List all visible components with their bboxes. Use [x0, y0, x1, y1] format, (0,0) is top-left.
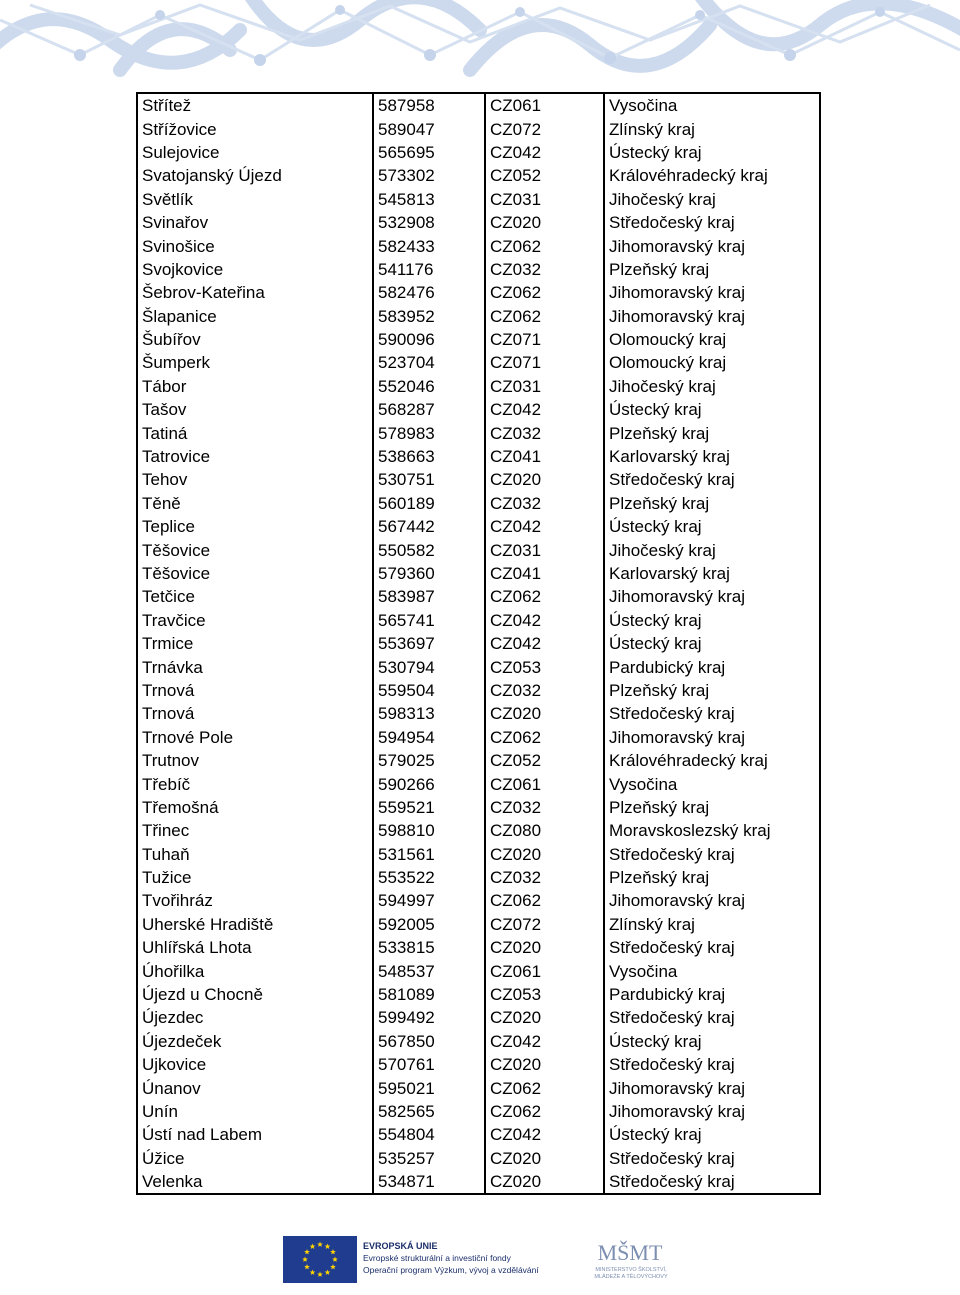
region-code-cell: CZ041 [485, 562, 604, 585]
municipality-code-cell: 560189 [373, 492, 485, 515]
municipality-code-cell: 548537 [373, 959, 485, 982]
municipality-name-cell: Třemošná [137, 796, 373, 819]
region-code-cell: CZ032 [485, 866, 604, 889]
municipality-code-cell: 598810 [373, 819, 485, 842]
municipality-code-cell: 567442 [373, 515, 485, 538]
region-name-cell: Jihomoravský kraj [604, 234, 820, 257]
region-code-cell: CZ062 [485, 585, 604, 608]
table-row [137, 538, 820, 561]
region-code-cell: CZ062 [485, 234, 604, 257]
region-name-cell: Středočeský kraj [604, 1170, 820, 1194]
region-code-cell: CZ032 [485, 679, 604, 702]
region-code-cell: CZ032 [485, 796, 604, 819]
region-name-cell: Středočeský kraj [604, 936, 820, 959]
decorative-header-banner [0, 0, 960, 76]
municipality-name-cell: Travčice [137, 609, 373, 632]
table-row [137, 492, 820, 515]
table-row [137, 1123, 820, 1146]
municipality-code-cell: 568287 [373, 398, 485, 421]
eu-title: EVROPSKÁ UNIE [363, 1241, 438, 1251]
eu-funding-text [363, 1240, 583, 1276]
municipality-name-cell: Šumperk [137, 351, 373, 374]
region-name-cell: Jihočeský kraj [604, 375, 820, 398]
region-code-cell: CZ020 [485, 1170, 604, 1194]
region-name-cell: Ústecký kraj [604, 1030, 820, 1053]
municipality-code-cell: 541176 [373, 258, 485, 281]
municipality-code-cell: 538663 [373, 445, 485, 468]
region-name-cell: Středočeský kraj [604, 843, 820, 866]
table-row [137, 726, 820, 749]
table-row [137, 585, 820, 608]
municipality-name-cell: Velenka [137, 1170, 373, 1194]
municipality-name-cell: Únanov [137, 1076, 373, 1099]
municipality-code-cell: 599492 [373, 1006, 485, 1029]
region-code-cell: CZ020 [485, 211, 604, 234]
municipality-code-cell: 545813 [373, 188, 485, 211]
table-row [137, 913, 820, 936]
municipality-name-cell: Těšovice [137, 562, 373, 585]
municipality-name-cell: Těně [137, 492, 373, 515]
table-row [137, 1076, 820, 1099]
region-code-cell: CZ020 [485, 1006, 604, 1029]
region-name-cell: Olomoucký kraj [604, 328, 820, 351]
table-row [137, 258, 820, 281]
municipality-name-cell: Tetčice [137, 585, 373, 608]
municipality-code-cell: 594997 [373, 889, 485, 912]
table-row [137, 959, 820, 982]
municipality-code-cell: 583987 [373, 585, 485, 608]
region-name-cell: Olomoucký kraj [604, 351, 820, 374]
municipality-name-cell: Újezd u Chocně [137, 983, 373, 1006]
municipality-name-cell: Svinařov [137, 211, 373, 234]
table-row [137, 866, 820, 889]
region-code-cell: CZ080 [485, 819, 604, 842]
table-row [137, 468, 820, 491]
municipality-name-cell: Trnávka [137, 655, 373, 678]
region-code-cell: CZ071 [485, 328, 604, 351]
table-row [137, 819, 820, 842]
table-row [137, 328, 820, 351]
municipality-name-cell: Uhlířská Lhota [137, 936, 373, 959]
municipality-name-cell: Třinec [137, 819, 373, 842]
region-code-cell: CZ020 [485, 1053, 604, 1076]
region-code-cell: CZ072 [485, 913, 604, 936]
region-code-cell: CZ020 [485, 468, 604, 491]
municipality-code-cell: 579360 [373, 562, 485, 585]
municipality-code-cell: 532908 [373, 211, 485, 234]
municipality-code-cell: 531561 [373, 843, 485, 866]
municipality-name-cell: Tuhaň [137, 843, 373, 866]
region-name-cell: Plzeňský kraj [604, 421, 820, 444]
municipality-name-cell: Tvořihráz [137, 889, 373, 912]
table-row [137, 772, 820, 795]
municipality-name-cell: Šubířov [137, 328, 373, 351]
region-name-cell: Plzeňský kraj [604, 679, 820, 702]
municipality-code-cell: 578983 [373, 421, 485, 444]
table-row [137, 1053, 820, 1076]
table-row [137, 445, 820, 468]
municipality-code-cell: 534871 [373, 1170, 485, 1194]
region-code-cell: CZ041 [485, 445, 604, 468]
municipality-code-cell: 559504 [373, 679, 485, 702]
municipality-name-cell: Šebrov-Kateřina [137, 281, 373, 304]
region-name-cell: Jihomoravský kraj [604, 585, 820, 608]
municipality-name-cell: Tužice [137, 866, 373, 889]
municipality-name-cell: Střížovice [137, 117, 373, 140]
region-name-cell: Jihomoravský kraj [604, 726, 820, 749]
table-row [137, 211, 820, 234]
table-row [137, 421, 820, 444]
table-row [137, 351, 820, 374]
region-name-cell: Jihomoravský kraj [604, 281, 820, 304]
region-code-cell: CZ052 [485, 164, 604, 187]
municipality-name-cell: Tábor [137, 375, 373, 398]
municipality-code-cell: 565741 [373, 609, 485, 632]
municipality-code-cell: 523704 [373, 351, 485, 374]
region-name-cell: Vysočina [604, 959, 820, 982]
municipality-name-cell: Tašov [137, 398, 373, 421]
municipality-name-cell: Trnové Pole [137, 726, 373, 749]
table-row [137, 141, 820, 164]
municipality-name-cell: Újezdeček [137, 1030, 373, 1053]
municipality-code-cell: 559521 [373, 796, 485, 819]
region-name-cell: Karlovarský kraj [604, 445, 820, 468]
table-row [137, 398, 820, 421]
region-name-cell: Středočeský kraj [604, 211, 820, 234]
table-row [137, 1030, 820, 1053]
region-name-cell: Plzeňský kraj [604, 796, 820, 819]
region-code-cell: CZ031 [485, 375, 604, 398]
region-name-cell: Ústecký kraj [604, 1123, 820, 1146]
municipality-code-cell: 594954 [373, 726, 485, 749]
region-name-cell: Středočeský kraj [604, 702, 820, 725]
municipality-name-cell: Třebíč [137, 772, 373, 795]
municipality-name-cell: Těšovice [137, 538, 373, 561]
table-row [137, 632, 820, 655]
table-row [137, 843, 820, 866]
msmt-line-1: MINISTERSTVO ŠKOLSTVÍ, [595, 1267, 667, 1273]
region-code-cell: CZ062 [485, 1076, 604, 1099]
region-code-cell: CZ032 [485, 492, 604, 515]
municipality-code-cell: 589047 [373, 117, 485, 140]
region-code-cell: CZ052 [485, 749, 604, 772]
municipality-name-cell: Ujkovice [137, 1053, 373, 1076]
region-name-cell: Pardubický kraj [604, 983, 820, 1006]
municipality-code-cell: 587958 [373, 93, 485, 117]
municipality-code-cell: 553697 [373, 632, 485, 655]
region-code-cell: CZ032 [485, 421, 604, 444]
region-name-cell: Pardubický kraj [604, 655, 820, 678]
municipality-name-cell: Ústí nad Labem [137, 1123, 373, 1146]
municipality-name-cell: Trmice [137, 632, 373, 655]
region-code-cell: CZ062 [485, 889, 604, 912]
region-code-cell: CZ042 [485, 1123, 604, 1146]
region-code-cell: CZ042 [485, 632, 604, 655]
eu-funds-line: Evropské strukturální a investiční fondy [363, 1253, 511, 1263]
msmt-name [581, 1267, 681, 1281]
municipality-code-cell: 550582 [373, 538, 485, 561]
table-row [137, 1006, 820, 1029]
region-name-cell: Středočeský kraj [604, 1006, 820, 1029]
region-code-cell: CZ042 [485, 1030, 604, 1053]
footer-logos [283, 1236, 703, 1284]
municipality-code-cell: 565695 [373, 141, 485, 164]
region-name-cell: Plzeňský kraj [604, 258, 820, 281]
table-row [137, 375, 820, 398]
table-row [137, 305, 820, 328]
municipality-name-cell: Úhořilka [137, 959, 373, 982]
region-name-cell: Jihočeský kraj [604, 188, 820, 211]
region-name-cell: Středočeský kraj [604, 1147, 820, 1170]
municipality-code-cell: 554804 [373, 1123, 485, 1146]
region-name-cell: Karlovarský kraj [604, 562, 820, 585]
municipality-name-cell: Svojkovice [137, 258, 373, 281]
municipality-name-cell: Úžice [137, 1147, 373, 1170]
region-code-cell: CZ071 [485, 351, 604, 374]
table-row [137, 609, 820, 632]
region-code-cell: CZ061 [485, 772, 604, 795]
municipality-name-cell: Světlík [137, 188, 373, 211]
municipality-code-cell: 590266 [373, 772, 485, 795]
municipality-code-cell: 567850 [373, 1030, 485, 1053]
region-code-cell: CZ042 [485, 398, 604, 421]
table-row [137, 93, 820, 117]
municipality-code-cell: 552046 [373, 375, 485, 398]
table-row [137, 562, 820, 585]
region-code-cell: CZ062 [485, 281, 604, 304]
region-name-cell: Moravskoslezský kraj [604, 819, 820, 842]
region-code-cell: CZ042 [485, 609, 604, 632]
region-code-cell: CZ032 [485, 258, 604, 281]
region-name-cell: Jihomoravský kraj [604, 889, 820, 912]
municipality-name-cell: Unín [137, 1100, 373, 1123]
municipality-code-cell: 581089 [373, 983, 485, 1006]
region-code-cell: CZ020 [485, 1147, 604, 1170]
eu-flag-icon [283, 1236, 357, 1283]
table-row [137, 117, 820, 140]
municipality-code-cell: 530794 [373, 655, 485, 678]
region-name-cell: Královéhradecký kraj [604, 749, 820, 772]
municipality-code-cell: 573302 [373, 164, 485, 187]
table-row [137, 164, 820, 187]
table-row [137, 889, 820, 912]
municipality-name-cell: Trutnov [137, 749, 373, 772]
municipality-name-cell: Svinošice [137, 234, 373, 257]
msmt-line-2: MLÁDEŽE A TĚLOVÝCHOVY [594, 1274, 668, 1280]
region-code-cell: CZ020 [485, 702, 604, 725]
region-name-cell: Ústecký kraj [604, 609, 820, 632]
region-code-cell: CZ061 [485, 93, 604, 117]
municipality-name-cell: Tatrovice [137, 445, 373, 468]
region-name-cell: Vysočina [604, 93, 820, 117]
table-row [137, 188, 820, 211]
region-name-cell: Zlínský kraj [604, 117, 820, 140]
msmt-logo-block [581, 1236, 681, 1284]
region-code-cell: CZ061 [485, 959, 604, 982]
table-row [137, 936, 820, 959]
table-row [137, 679, 820, 702]
region-code-cell: CZ053 [485, 655, 604, 678]
municipality-code-cell: 570761 [373, 1053, 485, 1076]
municipality-code-cell: 582565 [373, 1100, 485, 1123]
region-name-cell: Ústecký kraj [604, 515, 820, 538]
region-code-cell: CZ062 [485, 305, 604, 328]
region-code-cell: CZ072 [485, 117, 604, 140]
region-name-cell: Jihomoravský kraj [604, 1076, 820, 1099]
table-row [137, 796, 820, 819]
region-code-cell: CZ031 [485, 188, 604, 211]
municipality-name-cell: Trnová [137, 679, 373, 702]
municipality-name-cell: Trnová [137, 702, 373, 725]
region-code-cell: CZ062 [485, 726, 604, 749]
municipality-code-cell: 553522 [373, 866, 485, 889]
table-row [137, 234, 820, 257]
table-row [137, 515, 820, 538]
region-code-cell: CZ062 [485, 1100, 604, 1123]
svg-text:MŠMT: MŠMT [597, 1240, 663, 1265]
municipality-name-cell: Újezdec [137, 1006, 373, 1029]
municipality-code-cell: 598313 [373, 702, 485, 725]
region-code-cell: CZ020 [485, 843, 604, 866]
region-name-cell: Středočeský kraj [604, 1053, 820, 1076]
region-name-cell: Vysočina [604, 772, 820, 795]
region-name-cell: Ústecký kraj [604, 632, 820, 655]
region-name-cell: Jihomoravský kraj [604, 305, 820, 328]
region-code-cell: CZ042 [485, 515, 604, 538]
region-name-cell: Jihomoravský kraj [604, 1100, 820, 1123]
municipality-code-cell: 582433 [373, 234, 485, 257]
table-row [137, 1170, 820, 1194]
region-name-cell: Plzeňský kraj [604, 866, 820, 889]
table-row [137, 655, 820, 678]
table-row [137, 281, 820, 304]
region-name-cell: Jihočeský kraj [604, 538, 820, 561]
municipality-code-cell: 583952 [373, 305, 485, 328]
region-name-cell: Zlínský kraj [604, 913, 820, 936]
municipality-code-cell: 535257 [373, 1147, 485, 1170]
municipality-table [136, 92, 821, 1195]
region-code-cell: CZ031 [485, 538, 604, 561]
municipality-name-cell: Střítež [137, 93, 373, 117]
region-name-cell: Středočeský kraj [604, 468, 820, 491]
municipality-name-cell: Svatojanský Újezd [137, 164, 373, 187]
municipality-code-cell: 530751 [373, 468, 485, 491]
municipality-code-cell: 533815 [373, 936, 485, 959]
municipality-name-cell: Teplice [137, 515, 373, 538]
municipality-code-cell: 590096 [373, 328, 485, 351]
municipality-code-cell: 579025 [373, 749, 485, 772]
municipality-name-cell: Uherské Hradiště [137, 913, 373, 936]
region-name-cell: Ústecký kraj [604, 398, 820, 421]
table-row [137, 702, 820, 725]
region-name-cell: Královéhradecký kraj [604, 164, 820, 187]
msmt-logo-icon [597, 1236, 663, 1266]
table-row [137, 983, 820, 1006]
municipality-name-cell: Tatiná [137, 421, 373, 444]
table-row [137, 1147, 820, 1170]
region-code-cell: CZ053 [485, 983, 604, 1006]
table-row [137, 749, 820, 772]
region-code-cell: CZ020 [485, 936, 604, 959]
region-code-cell: CZ042 [485, 141, 604, 164]
municipality-name-cell: Šlapanice [137, 305, 373, 328]
municipality-name-cell: Sulejovice [137, 141, 373, 164]
municipality-name-cell: Tehov [137, 468, 373, 491]
region-name-cell: Ústecký kraj [604, 141, 820, 164]
region-name-cell: Plzeňský kraj [604, 492, 820, 515]
municipality-code-cell: 582476 [373, 281, 485, 304]
table-row [137, 1100, 820, 1123]
municipality-code-cell: 595021 [373, 1076, 485, 1099]
eu-programme-line: Operační program Výzkum, vývoj a vzdělávání [363, 1265, 539, 1275]
municipality-code-cell: 592005 [373, 913, 485, 936]
